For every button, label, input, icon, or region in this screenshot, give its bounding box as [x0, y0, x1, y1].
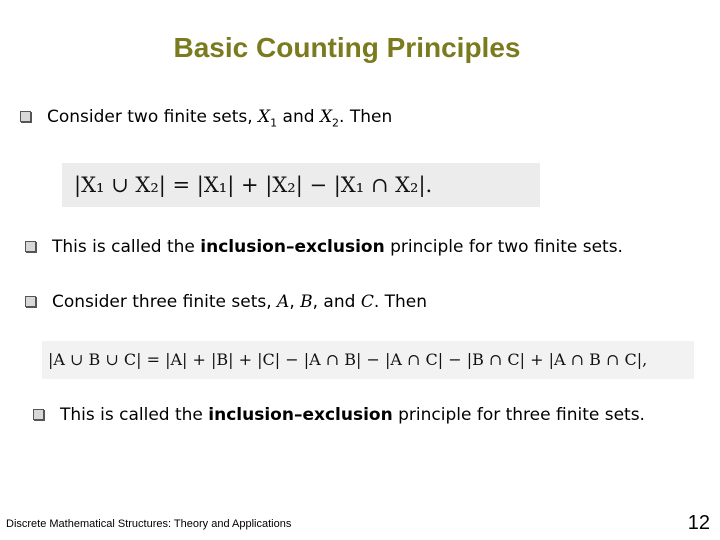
bullet-text: , and [312, 292, 361, 312]
square-bullet-icon [33, 409, 44, 420]
math-var: X [258, 107, 271, 127]
square-bullet-icon [25, 296, 36, 307]
bullet-item-three-sets [52, 291, 427, 313]
bullet-item-three-sets-name [60, 404, 645, 426]
formula-three-sets: |A ∪ B ∪ C| = |A| + |B| + |C| − |A ∩ B| − |A ∩ C| − |B ∩ C| + |A ∩ B ∩ C|, [42, 341, 694, 379]
math-var: C [360, 292, 374, 312]
bold-term: inclusion–exclusion [208, 405, 393, 425]
bullet-text: . Then [339, 107, 393, 127]
bullet-text: principle for three finite sets. [392, 405, 645, 425]
bold-term: inclusion–exclusion [200, 237, 385, 257]
math-var: X [319, 107, 333, 127]
square-bullet-icon [20, 111, 31, 122]
footer-text: Discrete Mathematical Structures: Theory and Applications [6, 518, 292, 530]
math-var: B [300, 292, 313, 312]
bullet-text: principle for two finite sets. [384, 237, 623, 257]
bullet-text: This is called the [60, 405, 209, 425]
square-bullet-icon [25, 241, 36, 252]
slide-title: Basic Counting Principles [173, 32, 521, 63]
math-var: A [277, 292, 290, 312]
formula-two-sets: |X₁ ∪ X₂| = |X₁| + |X₂| − |X₁ ∩ X₂|. [62, 163, 540, 207]
bullet-text: Consider two finite sets, [47, 107, 259, 127]
bullet-text: . Then [373, 292, 428, 312]
math-subscript: 2 [332, 116, 340, 130]
math-subscript: 1 [270, 116, 278, 130]
bullet-text: and [277, 107, 320, 127]
bullet-item-two-sets [47, 106, 392, 134]
bullet-text: , [289, 292, 301, 312]
bullet-text: Consider three finite sets, [52, 292, 278, 312]
bullet-text: This is called the [52, 237, 201, 257]
bullet-item-two-sets-name [52, 236, 623, 258]
page-number: 12 [687, 512, 710, 534]
